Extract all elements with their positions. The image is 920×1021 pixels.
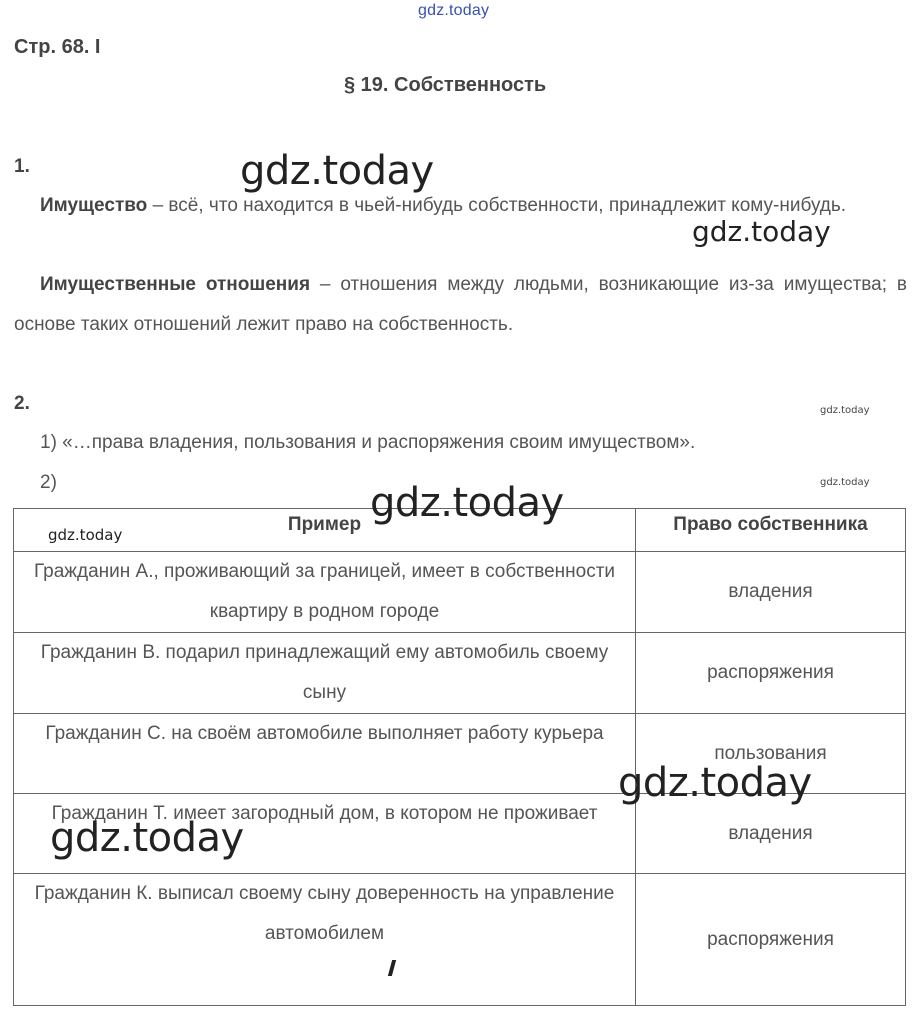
question-1-number: 1. [14, 156, 30, 177]
section-title: § 19. Собственность [344, 74, 547, 96]
watermark: gdz.today [370, 480, 564, 526]
cell-example: Гражданин К. выписал своему сыну доверенность на управление автомобилем [14, 874, 636, 1006]
watermark: gdz.today [692, 215, 831, 248]
table-row [14, 633, 906, 714]
answer-item-1: 1) «…права владения, пользования и распоряжения своим имуществом». [40, 432, 696, 453]
cell-example: Гражданин Т. имеет загородный дом, в котором не проживает [14, 794, 636, 874]
watermark-top: gdz.today [418, 2, 490, 19]
term-property-relations: Имущественные отношения [40, 274, 311, 295]
cell-right: пользования [636, 714, 906, 794]
question-2-number: 2. [14, 393, 30, 414]
definition-property-text: – всё, что находится в чьей-нибудь собственности, принадлежит кому-нибудь. [147, 195, 847, 216]
property-rights-table [13, 508, 906, 1006]
table-row [14, 874, 906, 1006]
cell-right: распоряжения [636, 633, 906, 714]
header-example: Пример [14, 509, 636, 552]
term-property: Имущество [40, 195, 148, 216]
definition-property-relations-text: – отношения между людьми, возникающие из-за имущества; в основе таких отношений лежит право на собственность. [14, 274, 907, 335]
definition-property-relations [14, 265, 907, 345]
cell-right: распоряжения [636, 874, 906, 1006]
watermark: gdz.today [820, 477, 870, 488]
watermark: gdz.today [48, 526, 123, 544]
cell-right: владения [636, 794, 906, 874]
watermark: gdz.today [820, 405, 870, 416]
table-row [14, 552, 906, 633]
header-owner-right: Право собственника [636, 509, 906, 552]
watermark: gdz.today [240, 148, 434, 194]
watermark: gdz.today [50, 815, 244, 861]
watermark: gdz.today [618, 760, 812, 806]
page-reference: Стр. 68. I [14, 36, 101, 58]
answer-item-2: 2) [40, 472, 57, 493]
cell-example: Гражданин А., проживающий за границей, имеет в собственности квартиру в родном городе [14, 552, 636, 633]
cell-example: Гражданин В. подарил принадлежащий ему автомобиль своему сыну [14, 633, 636, 714]
cell-example: Гражданин С. на своём автомобиле выполняет работу курьера [14, 714, 636, 794]
cell-right: владения [636, 552, 906, 633]
